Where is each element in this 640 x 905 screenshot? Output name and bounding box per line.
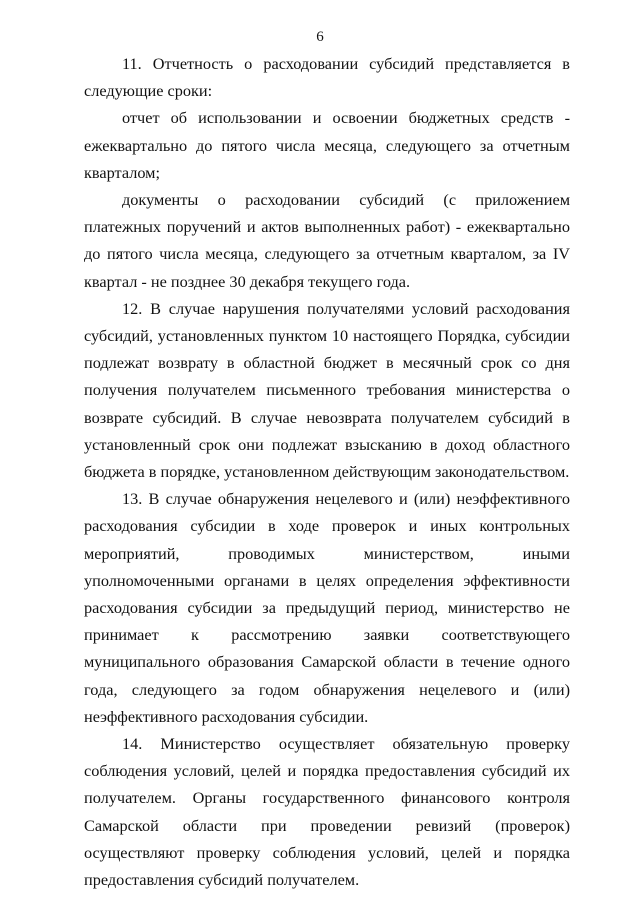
- document-body: [84, 50, 570, 893]
- paragraph-14: 14. Министерство осуществляет обязательную проверку соблюдения условий, целей и порядка предоставления субсидий их получателем. Органы государственного финансового контроля Самарской области при проведении ревизий (проверок) осуществляют проверку соблюдения условий, целей и порядка предоставления субсидий получателем.: [84, 734, 570, 890]
- paragraph-11-intro: 11. Отчетность о расходовании субсидий представляется в следующие сроки:: [84, 54, 570, 101]
- page-number: 6: [316, 29, 324, 45]
- paragraph-11-report: отчет об использовании и освоении бюджетных средств - ежеквартально до пятого числа месяца, следующего за отчетным кварталом;: [84, 108, 570, 182]
- paragraph-13: 13. В случае обнаружения нецелевого и (или) неэффективного расходования субсидии в ходе проверок и иных контрольных мероприятий, проводимых министерством, иными уполномоченными органами в целях определения эффективности расходования субсидии за предыдущий период, министерство не принимает к рассмотрению заявки соответствующего муниципального образования Самарской области в течение одного года, следующего за годом обнаружения нецелевого и (или) неэффективного расходования субсидии.: [84, 489, 570, 726]
- paragraph-12: 12. В случае нарушения получателями условий расходования субсидий, установленных пунктом 10 настоящего Порядка, субсидии подлежат возврату в областной бюджет в месячный срок со дня получения получателем письменного требования министерства о возврате субсидий. В случае невозврата получателем субсидий в установленный срок они подлежат взысканию в доход областного бюджета в порядке, установленном действующим законодательством.: [84, 298, 570, 482]
- paragraph-11-documents: документы о расходовании субсидий (с приложением платежных поручений и актов выполненных работ) - ежеквартально до пятого числа месяца, следующего за отчетным кварталом, за IV квартал - не позднее 30 декабря текущего года.: [84, 190, 570, 291]
